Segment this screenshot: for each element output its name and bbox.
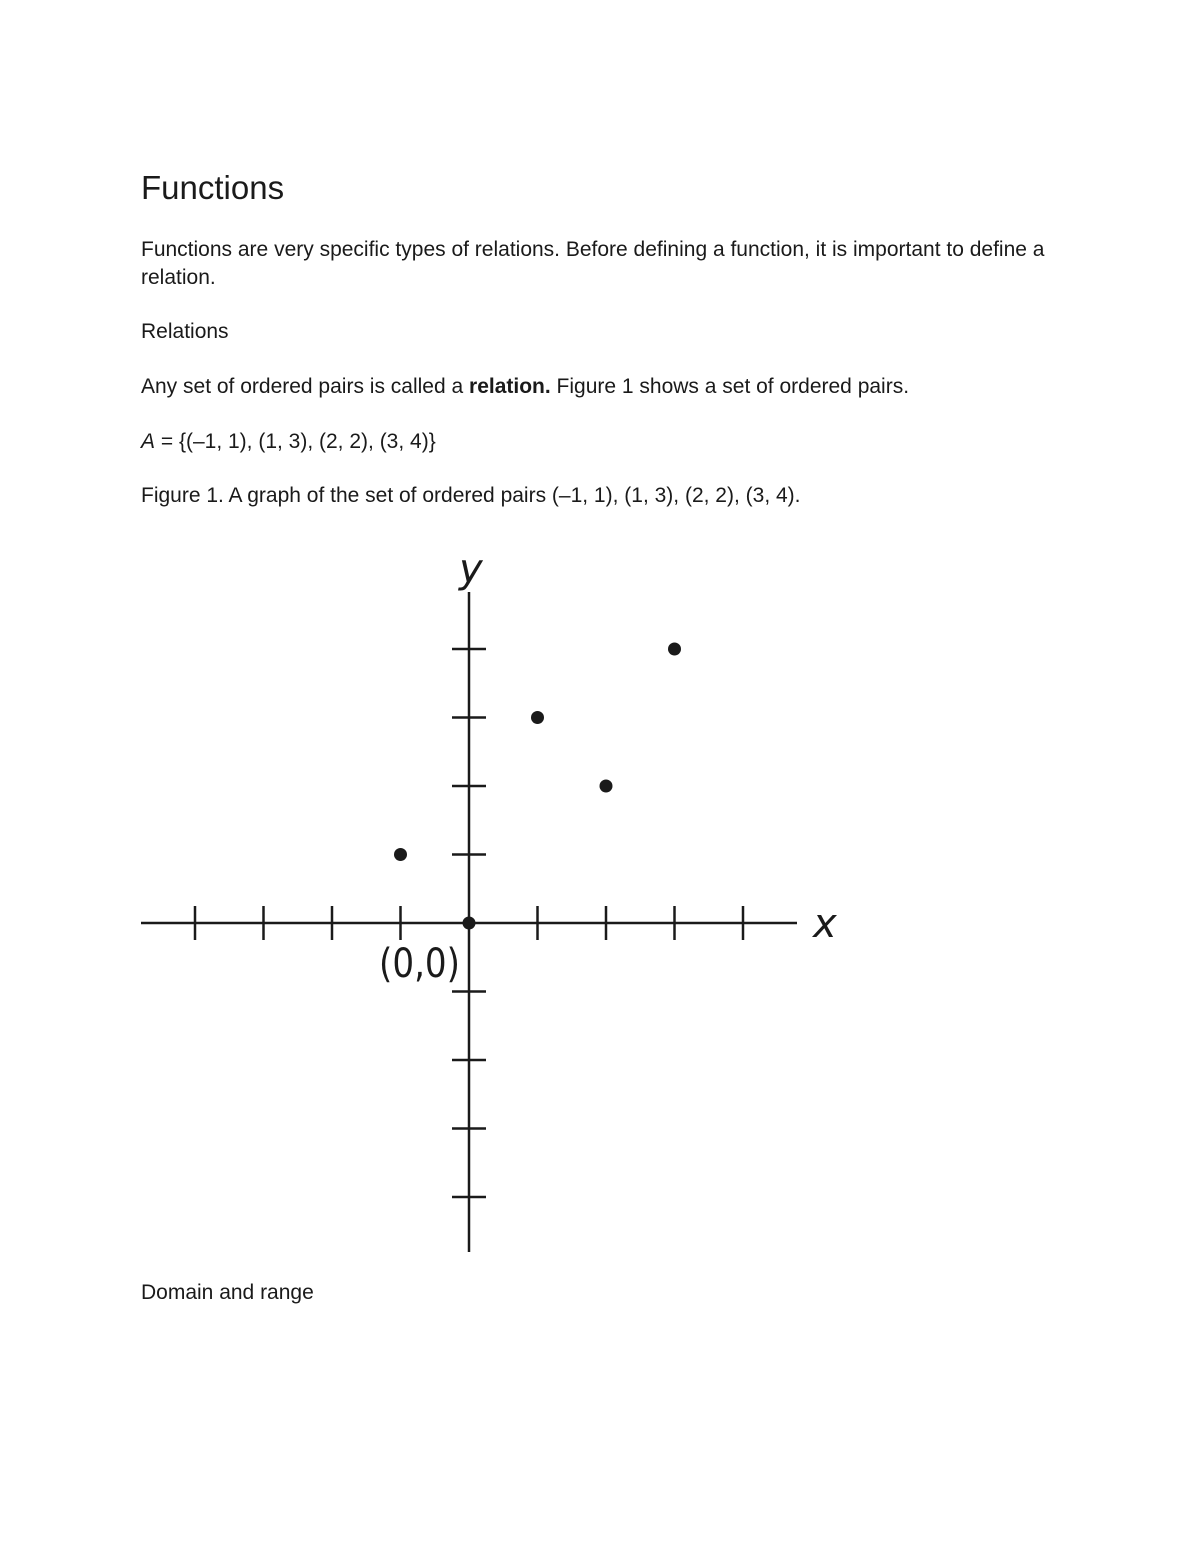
relation-def-after: Figure 1 shows a set of ordered pairs. [550,375,910,398]
points-group [394,643,681,930]
page-title: Functions [141,169,285,206]
x-axis-label: x [813,901,837,947]
set-statement [141,428,1061,456]
origin-label: (0,0) [379,941,460,987]
y-axis-label: y [459,546,483,592]
set-variable: A [141,430,156,453]
domain-range-heading: Domain and range [141,1281,314,1304]
data-point [668,643,681,656]
relation-def-before: Any set of ordered pairs is called a [141,375,470,398]
relations-heading: Relations [141,320,229,343]
set-members: = {(–1, 1), (1, 3), (2, 2), (3, 4)} [155,430,436,453]
data-point [600,780,613,793]
relation-term: relation. [469,375,551,398]
data-point [394,848,407,861]
data-point [463,917,476,930]
data-point [531,711,544,724]
coordinate-graph [130,540,850,1260]
figure-caption: Figure 1. A graph of the set of ordered pairs (–1, 1), (1, 3), (2, 2), (3, 4). [141,484,801,507]
intro-paragraph: Functions are very specific types of relations. Before defining a function, it is important to define a relation. [141,238,1045,289]
relation-definition [141,373,1061,401]
